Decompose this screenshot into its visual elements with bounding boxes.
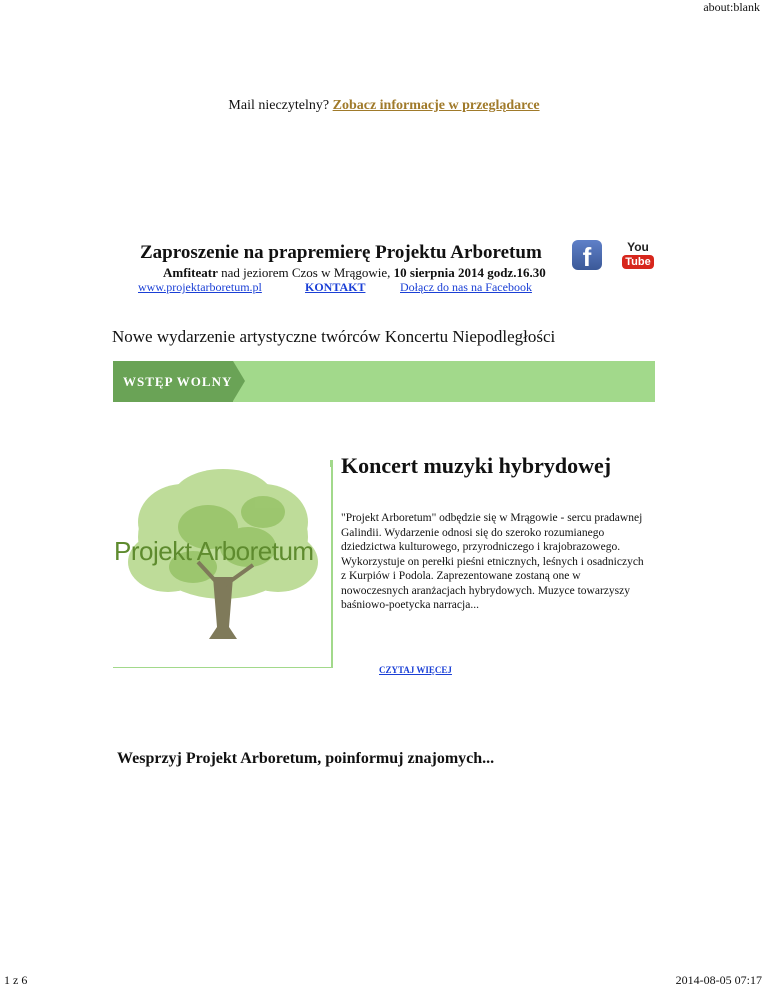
youtube-tube-text: Tube [622,255,654,269]
concert-description: "Projekt Arboretum" odbędzie się w Mrągowie - sercu pradawnej Galindii. Wydarzenie odnosi się do szeroko rozumianego dziedzictwa kulturowego, przyrodniczego i krajobrazowego. Wykorzystuje on perełki pieśni etnicznych, leśnych i osadniczych z Kurpiów i Podola. Zaprezentowane zostaną one w nowoczesnych aranżacjach hybrydowych. Muzyce towarzyszy baśniowo-poetycka narracja... [341,512,644,611]
banner-arrow-icon [233,361,245,401]
concert-title: Koncert muzyki hybrydowej [341,453,612,478]
facebook-glyph: f [582,242,592,272]
mail-notice-text: Mail nieczytelny? [228,98,330,113]
tagline: Nowe wydarzenie artystyczne twórców Koncertu Niepodległości [112,327,556,346]
youtube-icon[interactable] [622,240,654,272]
facebook-join-link[interactable]: Dołącz do nas na Facebook [400,280,532,294]
invite-venue-line [163,265,546,281]
print-footer-datetime: 2014-08-05 07:17 [675,973,762,987]
arboretum-logo-text: Projekt Arboretum [114,536,314,566]
youtube-you-text: You [627,240,649,254]
print-footer-page: 1 z 6 [4,973,28,987]
arboretum-logo-image [113,467,331,667]
support-heading: Wesprzyj Projekt Arboretum, poinformuj znajomych... [117,750,495,767]
invite-title: Zaproszenie na prapremierę Projektu Arboretum [140,242,542,263]
mail-notice [0,98,768,114]
view-in-browser-link[interactable]: Zobacz informacje w przeglądarce [332,98,540,113]
venue-location: nad jeziorem Czos w Mrągowie, [221,265,391,280]
print-header-url: about:blank [703,0,760,14]
venue-name: Amfiteatr [163,265,218,280]
free-entry-banner [113,361,655,402]
free-entry-label: WSTĘP WOLNY [113,361,233,402]
event-date: 10 sierpnia 2014 godz.16.30 [393,265,546,280]
facebook-icon[interactable] [572,240,602,270]
website-link[interactable]: www.projektarboretum.pl [138,280,262,294]
read-more-link[interactable]: CZYTAJ WIĘCEJ [379,665,452,675]
contact-link[interactable]: KONTAKT [305,280,366,294]
